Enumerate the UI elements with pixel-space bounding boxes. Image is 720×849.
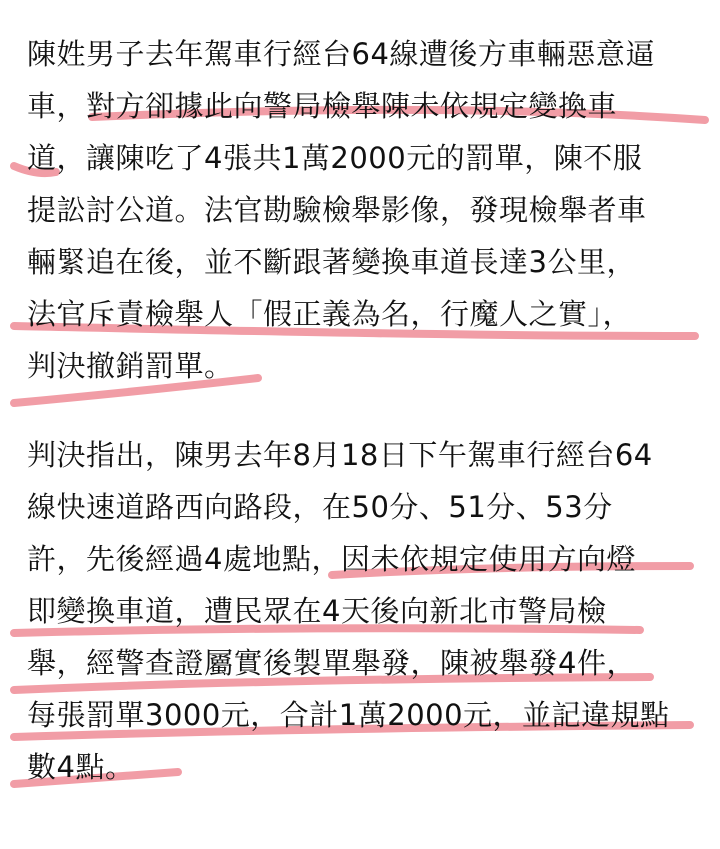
text-line: 提訟討公道。法官勘驗檢舉影像，發現檢舉者車 <box>27 193 647 227</box>
text-line: 輛緊追在後，並不斷跟著變換車道長達3公里， <box>27 245 636 279</box>
text-line: 舉，經警查證屬實後製單舉發，陳被舉發4件， <box>27 646 636 680</box>
text-line: 許，先後經過4處地點，因未依規定使用方向燈 <box>27 542 636 576</box>
text-line: 線快速道路西向路段，在50分、51分、53分 <box>27 490 613 524</box>
text-line: 每張罰單3000元，合計1萬2000元，並記違規點 <box>27 698 670 732</box>
text-line: 道，讓陳吃了4張共1萬2000元的罰單，陳不服 <box>27 141 643 175</box>
text-line: 車，對方卻據此向警局檢舉陳未依規定變換車 <box>27 89 618 123</box>
text-line: 即變換車道，遭民眾在4天後向新北市警局檢 <box>27 594 607 628</box>
text-line: 判決撤銷罰單。 <box>27 349 234 383</box>
text-line: 法官斥責檢舉人「假正義為名，行魔人之實」， <box>27 297 633 331</box>
text-line: 陳姓男子去年駕車行經台64線遭後方車輛惡意逼 <box>27 37 655 71</box>
text-line: 判決指出，陳男去年8月18日下午駕車行經台64 <box>27 438 653 472</box>
text-line: 數4點。 <box>27 750 135 784</box>
